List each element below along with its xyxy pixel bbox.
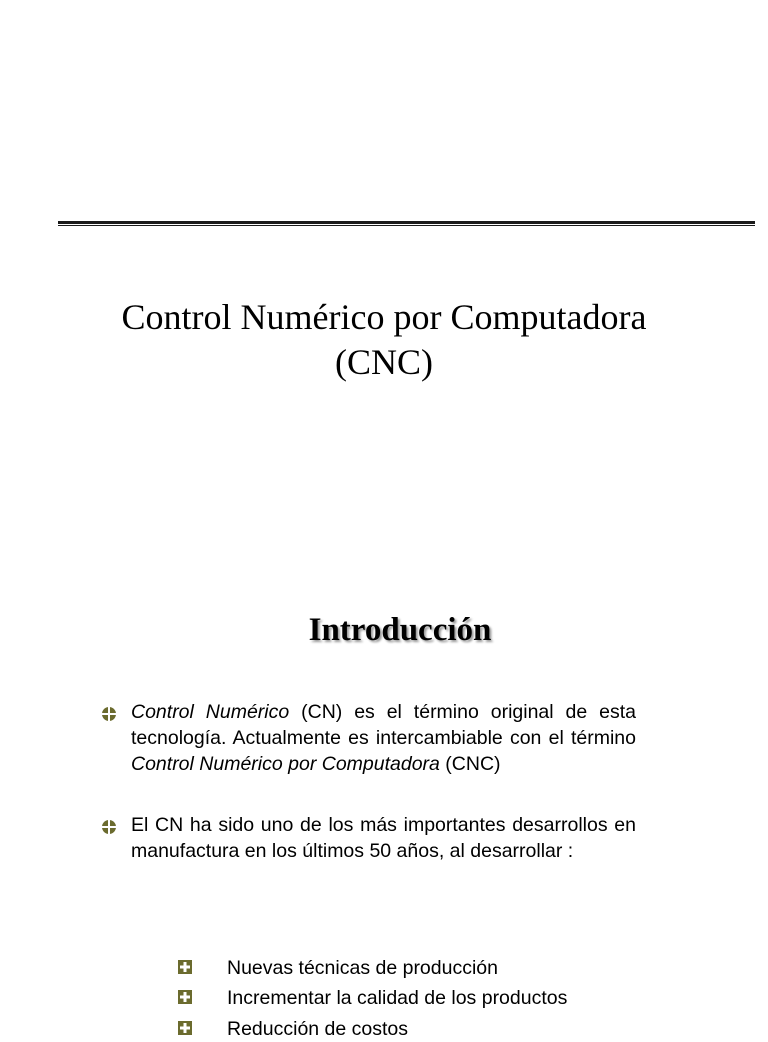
top-rule	[58, 221, 755, 224]
square-bullet-icon	[178, 990, 192, 1004]
bullet-1-part-2: (CN) es el término original de esta tecnología. Actualmente es intercambiable con el término	[131, 701, 636, 749]
bullet-1-part-1: Control Numérico	[131, 701, 290, 723]
document-title	[0, 295, 768, 385]
bullet-paragraph	[131, 699, 636, 777]
top-rule-thin	[58, 225, 755, 226]
bullet-1-part-4: (CNC)	[439, 753, 501, 775]
sub-item-label: Nuevas técnicas de producción	[227, 957, 498, 979]
bullet-paragraph	[131, 812, 636, 864]
sub-list-item	[227, 1016, 408, 1042]
bullet-1-part-3: Control Numérico por Computadora	[131, 753, 440, 775]
square-bullet-icon	[178, 960, 192, 974]
title-line-1: Control Numérico por Computadora	[121, 297, 647, 337]
section-heading: Introducción	[308, 612, 492, 648]
sub-list-item	[227, 955, 498, 981]
square-bullet-icon	[178, 1021, 192, 1035]
sub-item-label: Incrementar la calidad de los productos	[227, 987, 568, 1009]
sub-list-item	[227, 985, 567, 1011]
bullet-2-text: El CN ha sido uno de los más importantes desarrollos en manufactura en los últimos 50 años, al desarrollar :	[131, 814, 636, 862]
bullet-diamond-icon	[101, 819, 117, 835]
title-line-2: (CNC)	[335, 342, 433, 382]
sub-item-label: Reducción de costos	[227, 1018, 409, 1040]
bullet-diamond-icon	[101, 706, 117, 722]
